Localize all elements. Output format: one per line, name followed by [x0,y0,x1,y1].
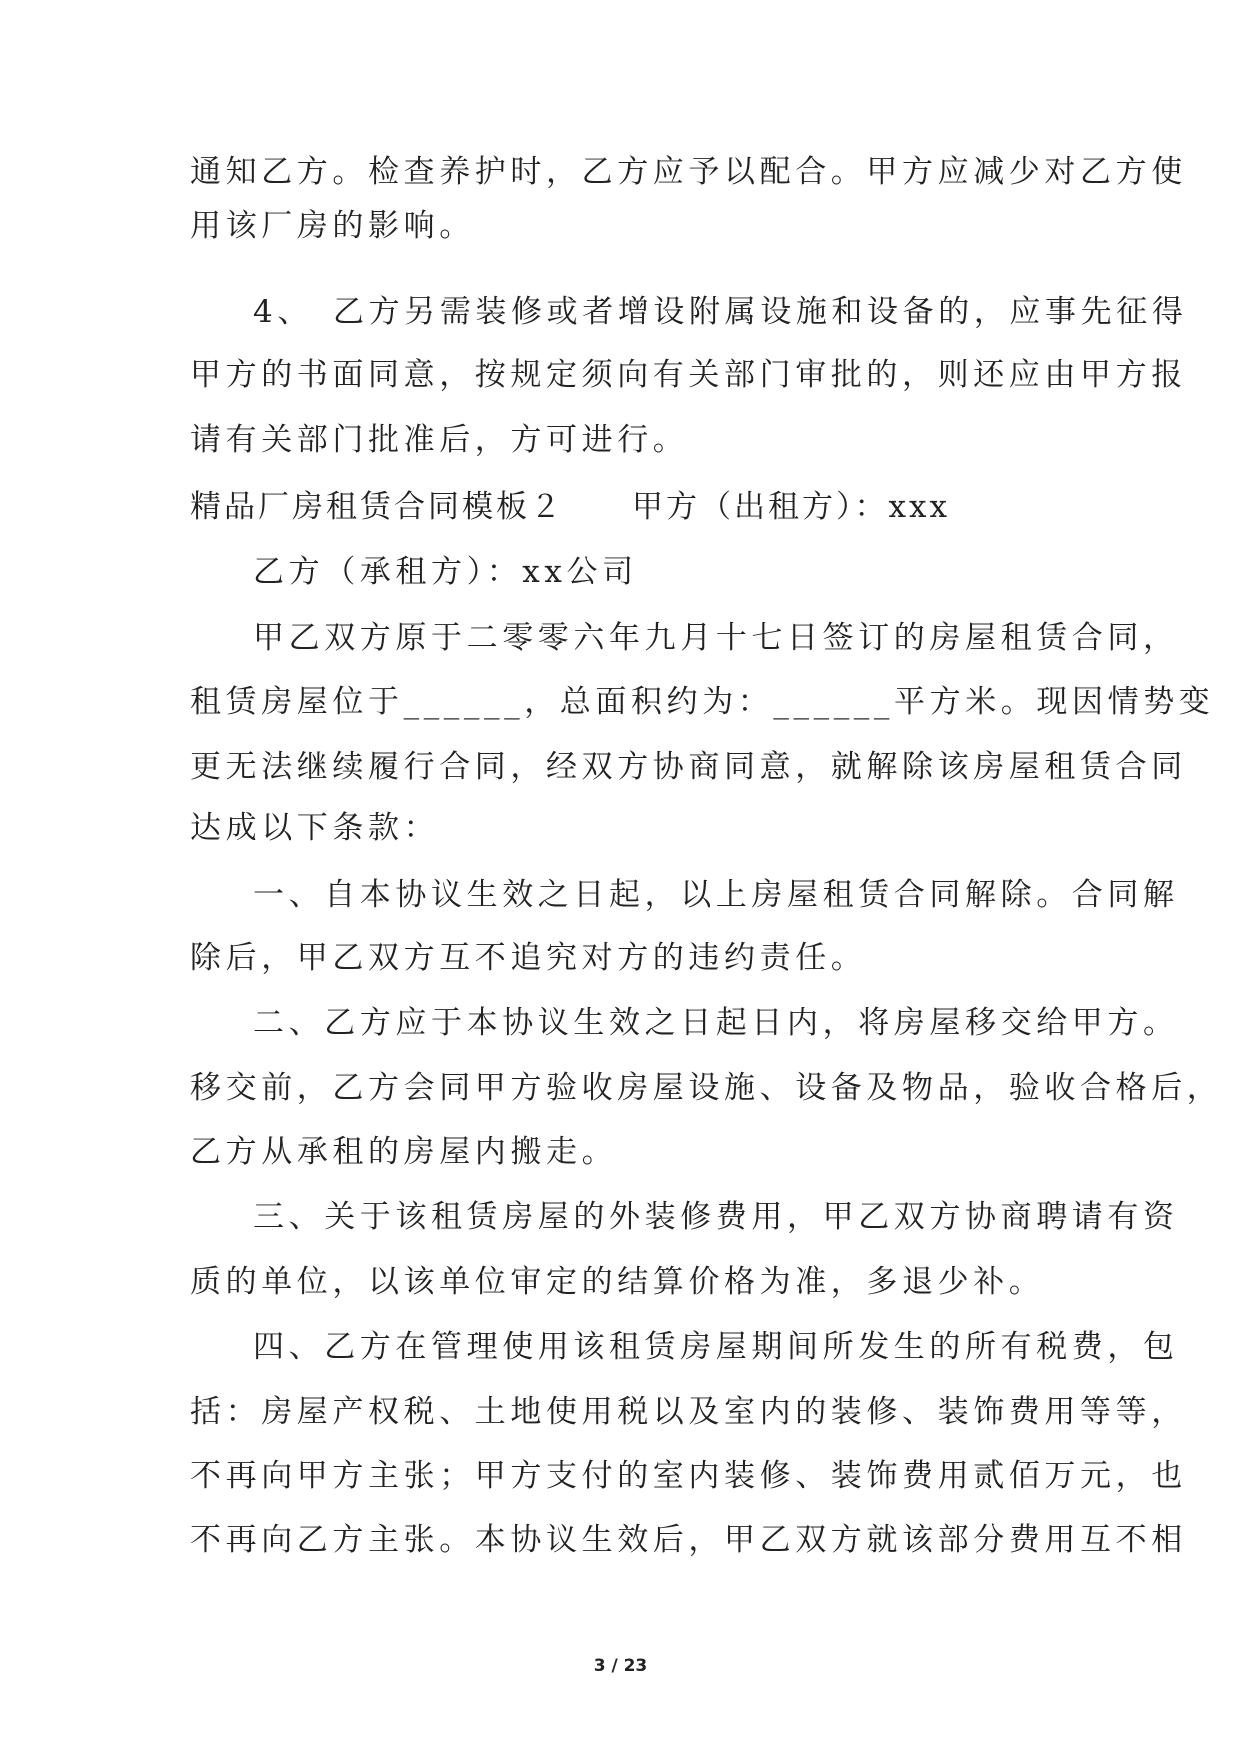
paragraph-line: 4、 乙方另需装修或者增设附属设施和设备的，应事先征得 [253,294,1188,330]
text-line: 更无法继续履行合同，经双方协商同意，就解除该房屋租赁合同 [190,749,1187,785]
paragraph-line: 一、自本协议生效之日起，以上房屋租赁合同解除。合同解 [253,877,1179,913]
text-line: 租赁房屋位于______，总面积约为：______平方米。现因情势变 [190,684,1215,720]
text-line: 除后，甲乙双方互不追究对方的违约责任。 [190,940,867,976]
text-line: 用该厂房的影响。 [190,208,475,244]
paragraph-line: 三、关于该租赁房屋的外装修费用，甲乙双方协商聘请有资 [253,1199,1179,1235]
text-line: 达成以下条款： [190,810,440,846]
paragraph-line: 四、乙方在管理使用该租赁房屋期间所发生的所有税费，包 [253,1329,1179,1365]
page-number: 3 / 23 [593,1656,648,1676]
text-line: 质的单位，以该单位审定的结算价格为准，多退少补。 [190,1264,1045,1300]
text-line: 括：房屋产权税、土地使用税以及室内的装修、装饰费用等等， [190,1394,1187,1430]
text-line: 请有关部门批准后，方可进行。 [190,422,689,458]
text-line: 不再向乙方主张。本协议生效后，甲乙双方就该部分费用互不相 [190,1522,1187,1558]
text-line: 不再向甲方主张；甲方支付的室内装修、装饰费用贰佰万元，也 [190,1458,1187,1494]
text-line: 移交前，乙方会同甲方验收房屋设施、设备及物品，验收合格后， [190,1070,1223,1106]
paragraph-line: 二、乙方应于本协议生效之日起日内，将房屋移交给甲方。 [253,1005,1179,1041]
text-line: 甲方的书面同意，按规定须向有关部门审批的，则还应由甲方报 [190,357,1187,393]
section-heading: 精品厂房租赁合同模板２ 甲方（出租方）：xxx [190,489,950,525]
text-line: 乙方从承租的房屋内搬走。 [190,1134,618,1170]
paragraph-line: 甲乙双方原于二零零六年九月十七日签订的房屋租赁合同， [253,620,1179,656]
text-line: 通知乙方。检查养护时，乙方应予以配合。甲方应减少对乙方使 [190,154,1187,190]
paragraph-line: 乙方（承租方）：xx公司 [253,554,638,590]
